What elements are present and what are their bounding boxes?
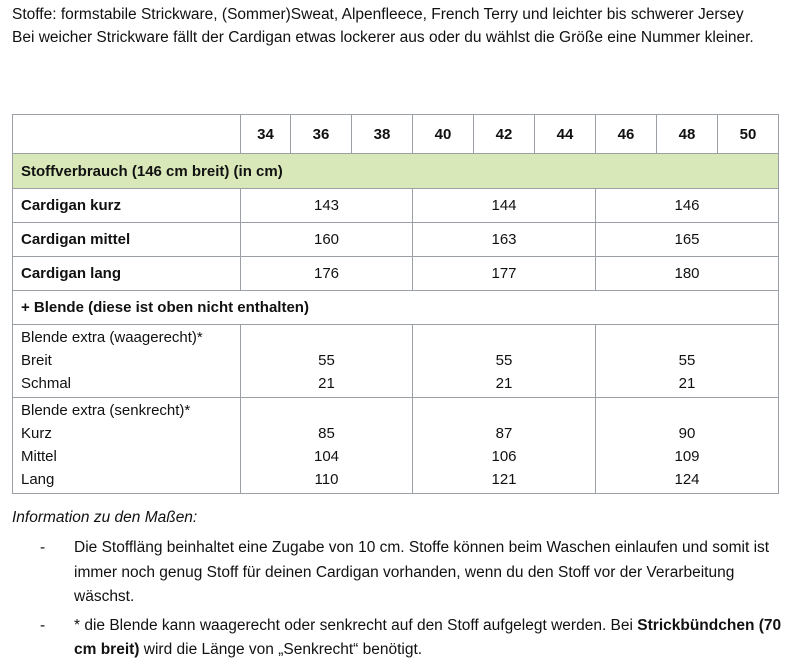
intro-text	[12, 3, 787, 49]
note-text: wird die Länge von „Senkrecht“ benötigt.	[143, 641, 423, 658]
value-cell: 177	[413, 257, 596, 291]
value: 104	[313, 448, 340, 465]
table-row	[13, 189, 779, 223]
value-cell: 143	[241, 189, 413, 223]
size-header: 34	[241, 115, 291, 154]
corner-cell	[13, 115, 241, 154]
value: 109	[674, 448, 700, 465]
row-label: Cardigan lang	[13, 257, 241, 291]
value-cell	[413, 398, 596, 494]
size-header: 46	[596, 115, 657, 154]
size-table	[12, 114, 779, 494]
row-label: Breit	[21, 352, 52, 369]
value: 85	[318, 425, 335, 442]
value: 87	[495, 425, 513, 442]
value-cell: 180	[596, 257, 779, 291]
size-header: 50	[718, 115, 779, 154]
value-cell: 146	[596, 189, 779, 223]
value-cell	[241, 398, 413, 494]
value-cell	[596, 398, 779, 494]
value: 121	[491, 471, 517, 488]
value-cell: 176	[241, 257, 413, 291]
note-text: Die Stoffläng beinhaltet eine Zugabe von 10 cm. Stoffe können beim Waschen einlaufen und somit ist immer noch genug Stoff für deinen Cardigan vorhanden, wenn du den Stoff vor der Verarbeitung wäschst.	[74, 539, 770, 605]
size-header: 44	[535, 115, 596, 154]
row-label: Kurz	[21, 425, 52, 442]
dash-bullet: -	[40, 539, 46, 556]
notes-list	[40, 536, 790, 667]
value-cell: 160	[241, 223, 413, 257]
value-cell	[596, 325, 779, 398]
band-horizontal-labels	[13, 325, 241, 398]
band-horizontal-title: Blende extra (waagerecht)*	[21, 329, 203, 346]
list-item	[40, 614, 790, 663]
band-vertical-labels	[13, 398, 241, 494]
band-header-row	[13, 291, 779, 325]
row-label: Cardigan kurz	[13, 189, 241, 223]
size-header: 36	[291, 115, 352, 154]
value: 110	[314, 471, 339, 488]
info-heading: Information zu den Maßen:	[12, 509, 198, 526]
value: 55	[495, 352, 513, 369]
size-header: 40	[413, 115, 474, 154]
note-text: * die Blende kann waagerecht oder senkrecht auf den Stoff aufgelegt werden. Bei	[74, 616, 633, 634]
note-bold-text: Strickbündchen (70 cm breit)	[74, 616, 782, 658]
band-header: + Blende (diese ist oben nicht enthalten)	[13, 291, 779, 325]
value: 55	[678, 352, 696, 369]
value: 106	[491, 448, 517, 465]
size-header: 48	[657, 115, 718, 154]
fabric-types-text: Stoffe: formstabile Strickware, (Sommer)Sweat, Alpenfleece, French Terry und leichter bis schwerer Jersey	[12, 6, 744, 23]
value-cell	[413, 325, 596, 398]
table-row	[13, 398, 779, 494]
row-label: Mittel	[21, 448, 57, 465]
value-cell: 144	[413, 189, 596, 223]
list-item	[40, 536, 790, 610]
size-header: 38	[352, 115, 413, 154]
size-header: 42	[474, 115, 535, 154]
value-cell	[241, 325, 413, 398]
fabric-usage-header-row	[13, 154, 779, 189]
knit-hint-text: Bei weicher Strickware fällt der Cardigan etwas lockerer aus oder du wählst die Größe eine Nummer kleiner.	[12, 29, 754, 46]
fabric-usage-header: Stoffverbrauch (146 cm breit) (in cm)	[13, 154, 779, 189]
band-vertical-title: Blende extra (senkrecht)*	[21, 402, 191, 419]
value: 124	[674, 471, 700, 488]
table-row	[13, 223, 779, 257]
value: 90	[678, 425, 696, 442]
row-label: Lang	[21, 471, 55, 488]
value: 55	[318, 352, 335, 369]
dash-bullet: -	[40, 616, 46, 634]
value: 21	[318, 375, 335, 392]
row-label: Cardigan mittel	[13, 223, 241, 257]
row-label: Schmal	[21, 375, 72, 392]
value: 21	[678, 375, 696, 392]
table-row	[13, 257, 779, 291]
table-row	[13, 325, 779, 398]
value-cell: 165	[596, 223, 779, 257]
value: 21	[495, 375, 513, 392]
value-cell: 163	[413, 223, 596, 257]
size-header-row	[13, 115, 779, 154]
